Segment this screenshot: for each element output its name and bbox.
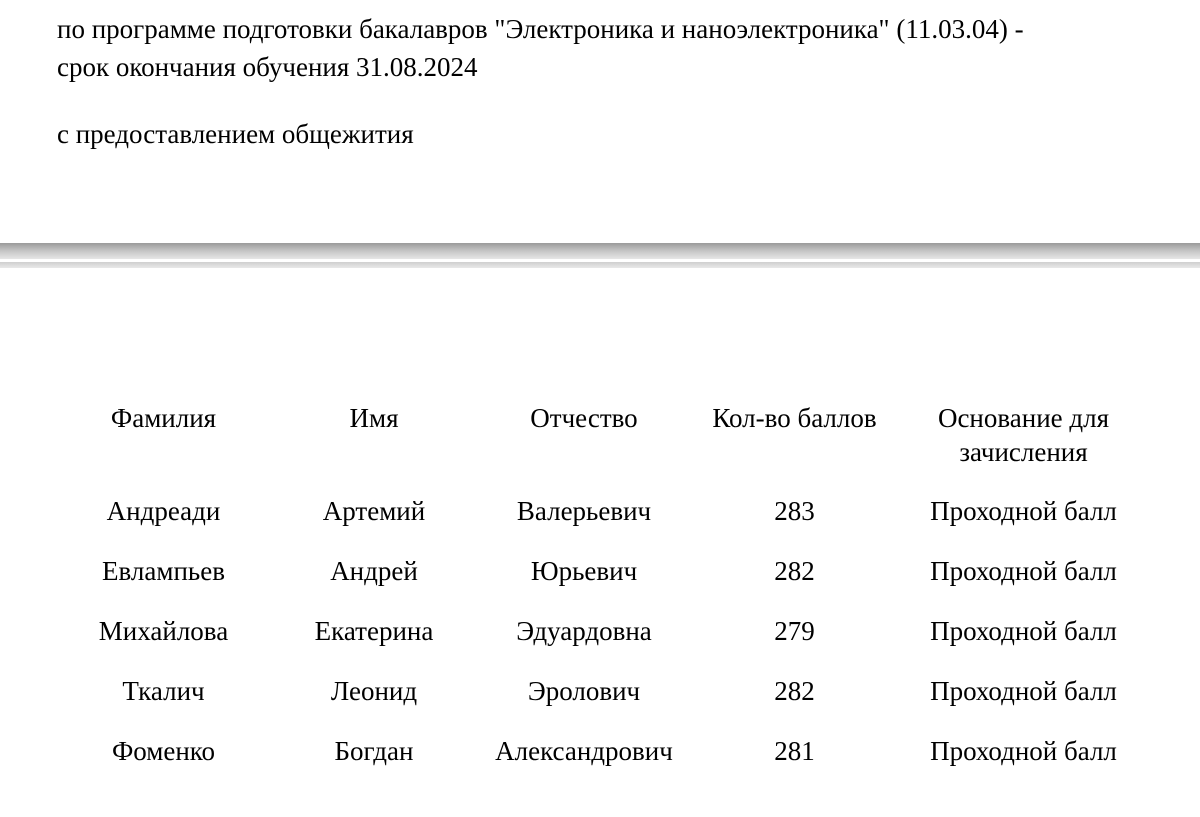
cell-first-name: Андрей: [330, 556, 418, 586]
cell-basis: Проходной балл: [930, 556, 1117, 586]
cell-score: 282: [774, 676, 815, 706]
cell-score: 283: [774, 496, 815, 526]
divider-light-band: [0, 262, 1200, 268]
table-row: [68, 661, 1137, 721]
header-score: Кол-во баллов: [712, 403, 877, 433]
header-last-name: Фамилия: [110, 403, 217, 433]
cell-first-name: Артемий: [322, 496, 426, 526]
table-row: [68, 541, 1137, 601]
cell-middle-name: Юрьевич: [530, 556, 638, 586]
table-row: [68, 721, 1137, 781]
table-row: [68, 481, 1137, 541]
cell-basis: Проходной балл: [930, 616, 1117, 646]
admission-table: [68, 388, 1137, 781]
program-line-1: по программе подготовки бакалавров "Электроника и наноэлектроника" (11.03.04) -: [57, 14, 1024, 44]
cell-last-name: Евлампьев: [102, 556, 225, 586]
cell-middle-name: Эролович: [527, 676, 641, 706]
cell-last-name: Фоменко: [111, 736, 216, 766]
cell-basis: Проходной балл: [930, 736, 1117, 766]
cell-last-name: Михайлова: [98, 616, 229, 646]
table-header-row: [68, 388, 1137, 481]
table-row: [68, 601, 1137, 661]
horizontal-divider: [0, 243, 1200, 269]
dormitory-note: с предоставлением общежития: [57, 119, 414, 149]
program-line-2: срок окончания обучения 31.08.2024: [57, 52, 478, 82]
cell-middle-name: Валерьевич: [516, 496, 652, 526]
cell-first-name: Екатерина: [314, 616, 434, 646]
cell-last-name: Андреади: [106, 496, 221, 526]
cell-first-name: Леонид: [330, 676, 418, 706]
header-basis: [910, 388, 1137, 481]
header-middle-name: Отчество: [530, 403, 638, 433]
cell-basis: Проходной балл: [930, 676, 1117, 706]
cell-middle-name: Александрович: [495, 736, 673, 766]
cell-score: 281: [774, 736, 815, 766]
cell-basis: Проходной балл: [930, 496, 1117, 526]
header-basis-line-1: Основание для: [937, 403, 1110, 433]
header-basis-line-2: зачисления: [959, 437, 1088, 467]
header-first-name: Имя: [349, 403, 399, 433]
cell-score: 279: [774, 616, 815, 646]
divider-dark-band: [0, 243, 1200, 259]
cell-first-name: Богдан: [334, 736, 414, 766]
program-description: [57, 10, 1177, 86]
cell-middle-name: Эдуардовна: [516, 616, 652, 646]
cell-last-name: Ткалич: [122, 676, 205, 706]
cell-score: 282: [774, 556, 815, 586]
